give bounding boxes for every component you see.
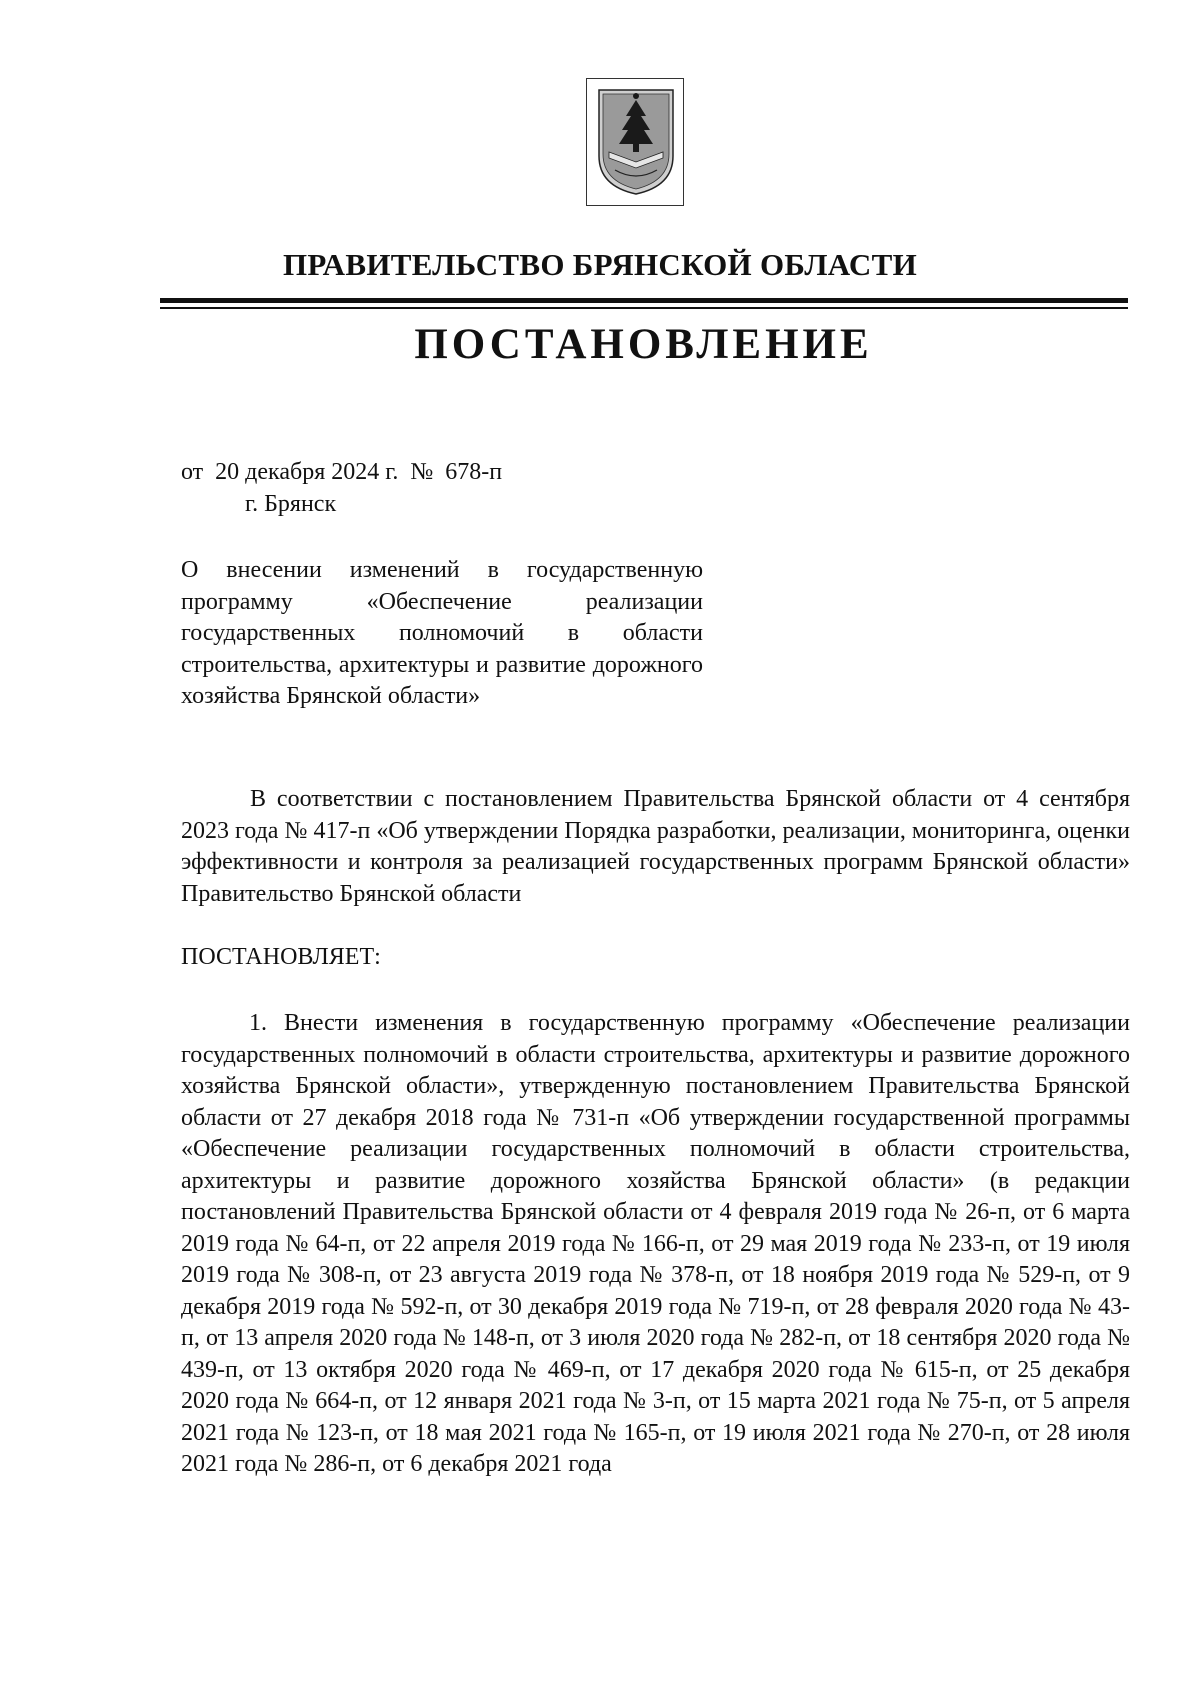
document-type-title: ПОСТАНОВЛЕНИЕ xyxy=(414,321,873,368)
coat-of-arms-icon xyxy=(595,86,677,198)
header-rule-thick xyxy=(160,298,1128,303)
document-city: г. Брянск xyxy=(245,491,337,517)
decree-word: ПОСТАНОВЛЯЕТ: xyxy=(181,944,381,970)
document-date-number: от 20 декабря 2024 г. № 678-п xyxy=(181,459,503,485)
government-name: ПРАВИТЕЛЬСТВО БРЯНСКОЙ ОБЛАСТИ xyxy=(282,247,918,282)
header-rule-thin xyxy=(160,307,1128,309)
document-subject: О внесении изменений в государственную программу «Обеспечение реализации государственных полномочий в области строительства, архитектуры и развитие дорожного хозяйства Брянской области» xyxy=(181,557,703,709)
decree-item-1: 1. Внести изменения в государственную программу «Обеспечение реализации государственных полномочий в области строительства, архитектуры и развитие дорожного хозяйства Брянской области», утвержденную постановлением Правительства Брянской области от 27 декабря 2018 года № 731-п «Об утверждении государственной программы «Обеспечение реализации государственных полномочий в области строительства, архитектуры и развитие дорожного хозяйства Брянской области» (в редакции постановлений Правительства Брянской области от 4 февраля 2019 года № 26-п, от 6 марта 2019 года № 64-п, от 22 апреля 2019 года № 166-п, от 29 мая 2019 года № 233-п, от 19 июля 2019 года № 308-п, от 23 августа 2019 года № 378-п, от 18 ноября 2019 года № 529-п, от 9 декабря 2019 года № 592-п, от 30 декабря 2019 года № 719-п, от 28 февраля 2020 года № 43-п, от 13 апреля 2020 года № 148-п, от 3 июля 2020 года № 282-п, от 18 сентября 2020 года № 439-п, от 13 октября 2020 года № 469-п, от 17 декабря 2020 года № 615-п, от 25 декабря 2020 года № 664-п, от 12 января 2021 года № 3-п, от 15 марта 2021 года № 75-п, от 5 апреля 2021 года № 123-п, от 18 мая 2021 года № 165-п, от 19 июля 2021 года № 270-п, от 28 июля 2021 года № 286-п, от 6 декабря 2021 года xyxy=(181,1010,1130,1477)
coat-of-arms-emblem xyxy=(586,78,684,206)
preamble-paragraph: В соответствии с постановлением Правительства Брянской области от 4 сентября 2023 года № 417-п «Об утверждении Порядка разработки, реализации, мониторинга, оценки эффективности и контроля за реализацией государственных программ Брянской области» Правительство Брянской области xyxy=(181,786,1130,907)
